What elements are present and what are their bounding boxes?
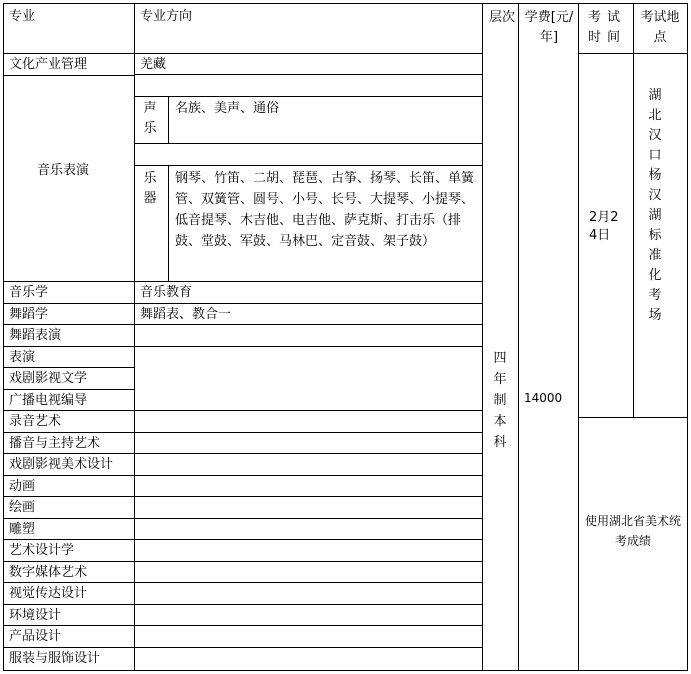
art-exam-note: 使用湖北省美术统考成绩 — [584, 514, 681, 548]
exam-date: 2月24日 — [589, 210, 619, 243]
major-cell: 文化产业管理 — [9, 57, 88, 72]
tuition-value: 14000 — [524, 391, 563, 405]
level-value: 四年制本科 — [493, 351, 507, 450]
major-cell: 广播电视编导 — [9, 393, 88, 408]
major-cell: 戏剧影视美术设计 — [9, 457, 114, 472]
direction-dance: 舞蹈表、教合一 — [140, 307, 232, 322]
major-cell: 舞蹈学 — [9, 307, 49, 322]
header-level: 层次 — [489, 10, 516, 25]
major-cell: 舞蹈表演 — [9, 328, 62, 343]
major-cell: 音乐表演 — [37, 163, 90, 178]
major-cell: 表演 — [9, 350, 36, 365]
header-direction: 专业方向 — [140, 9, 193, 24]
major-cell: 艺术设计学 — [9, 543, 75, 558]
major-cell: 音乐学 — [9, 285, 49, 300]
major-cell: 雕塑 — [9, 522, 36, 537]
header-tuition: 学费[元/年] — [524, 10, 574, 45]
direction-culture: 羌藏 — [140, 57, 167, 72]
exam-venue: 湖北汉口杨汉湖标准化考场 — [648, 88, 662, 323]
major-cell: 戏剧影视文学 — [9, 371, 88, 386]
major-cell: 产品设计 — [9, 629, 62, 644]
admissions-table — [3, 3, 688, 671]
major-cell: 动画 — [9, 479, 36, 494]
direction-instrument: 钢琴、竹笛、二胡、琵琶、古筝、扬琴、长笛、单簧管、双簧管、圆号、小号、长号、大提琴、小提琴、低音提琴、木吉他、电吉他、萨克斯、打击乐（排鼓、堂鼓、军鼓、马林巴、定音鼓、架子鼓） — [175, 171, 475, 249]
direction-vocal-label: 声乐 — [143, 101, 157, 136]
major-cell: 视觉传达设计 — [9, 586, 88, 601]
major-cell: 绘画 — [9, 500, 36, 515]
direction-instrument-label: 乐器 — [143, 171, 157, 206]
direction-musicology: 音乐教育 — [140, 285, 193, 300]
header-major: 专业 — [9, 9, 36, 24]
direction-vocal: 名族、美声、通俗 — [175, 101, 280, 116]
major-cell: 服装与服饰设计 — [9, 651, 101, 666]
header-exam-time: 考试时间 — [587, 10, 626, 45]
major-cell: 播音与主持艺术 — [9, 436, 101, 451]
major-cell: 环境设计 — [9, 608, 62, 623]
header-exam-place: 考试地点 — [640, 10, 680, 45]
major-cell: 数字媒体艺术 — [9, 565, 88, 580]
major-cell: 录音艺术 — [9, 414, 62, 429]
